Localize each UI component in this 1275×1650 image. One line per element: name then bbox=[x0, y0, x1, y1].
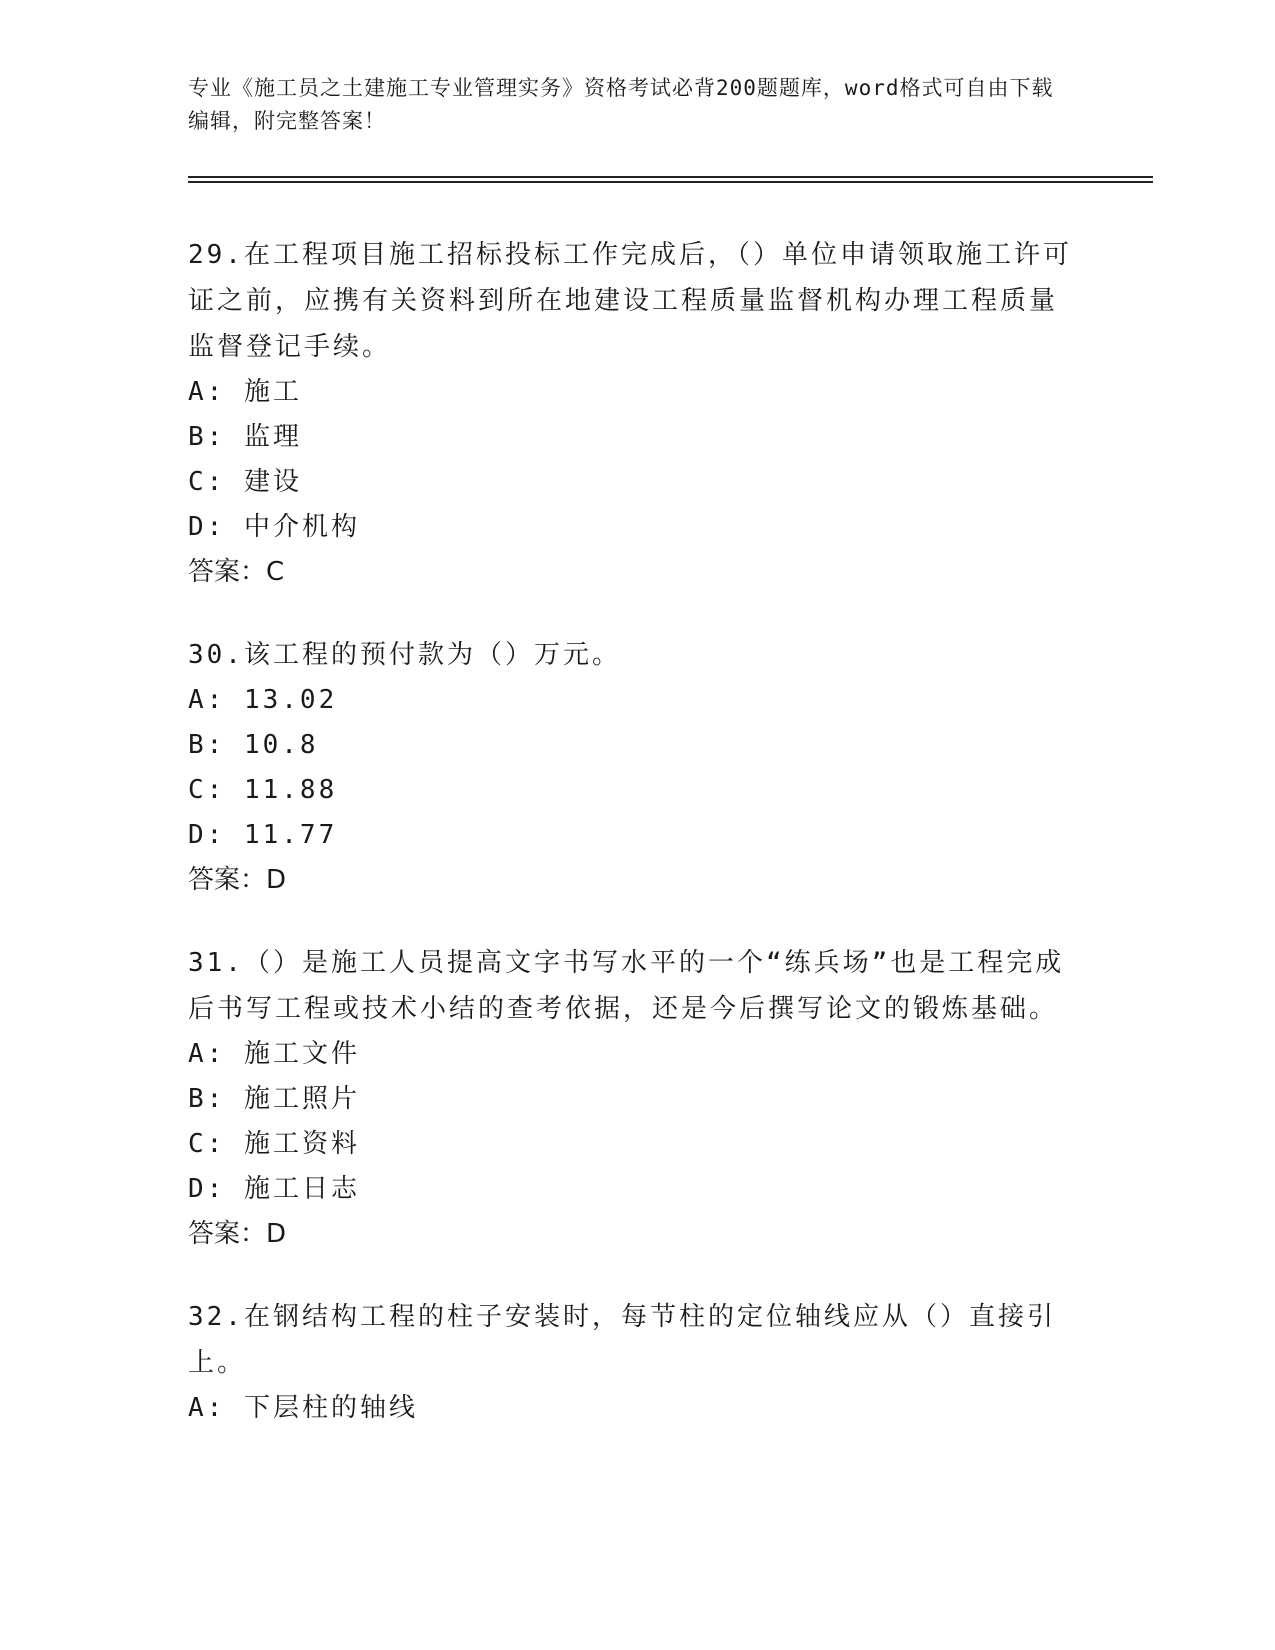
option-b: B: 监理 bbox=[188, 422, 302, 452]
option-c: C: 建设 bbox=[188, 467, 302, 497]
question-stem: 30.该工程的预付款为（）万元。 bbox=[188, 640, 621, 670]
header-divider-bottom bbox=[188, 181, 1153, 183]
question-29 bbox=[188, 232, 1078, 595]
option-a: A: 施工 bbox=[188, 377, 302, 407]
option-b: B: 施工照片 bbox=[188, 1084, 360, 1114]
question-stem: 31.（）是施工人员提高文字书写水平的一个“练兵场”也是工程完成后书写工程或技术小结的查考依据，还是今后撰写论文的锻炼基础。 bbox=[188, 948, 1065, 1024]
document-header: 专业《施工员之土建施工专业管理实务》资格考试必背200题题库，word格式可自由下载编辑，附完整答案！ bbox=[188, 76, 1054, 133]
answer-line: 答案：C bbox=[188, 557, 285, 587]
answer-line: 答案：D bbox=[188, 865, 287, 895]
option-a: A: 施工文件 bbox=[188, 1039, 360, 1069]
question-stem: 32.在钢结构工程的柱子安装时，每节柱的定位轴线应从（）直接引上。 bbox=[188, 1302, 1056, 1378]
question-30 bbox=[188, 632, 1078, 903]
question-32 bbox=[188, 1294, 1078, 1431]
option-b: B: 10.8 bbox=[188, 730, 319, 760]
option-c: C: 11.88 bbox=[188, 775, 338, 805]
question-stem: 29.在工程项目施工招标投标工作完成后，（）单位申请领取施工许可证之前，应携有关资料到所在地建设工程质量监督机构办理工程质量监督登记手续。 bbox=[188, 240, 1072, 362]
option-c: C: 施工资料 bbox=[188, 1129, 360, 1159]
option-a: A: 13.02 bbox=[188, 685, 338, 715]
option-d: D: 11.77 bbox=[188, 820, 338, 850]
option-d: D: 施工日志 bbox=[188, 1174, 360, 1204]
option-d: D: 中介机构 bbox=[188, 512, 360, 542]
question-31 bbox=[188, 940, 1078, 1257]
question-list bbox=[188, 232, 1078, 1468]
answer-line: 答案：D bbox=[188, 1219, 287, 1249]
option-a: A: 下层柱的轴线 bbox=[188, 1393, 418, 1423]
header-divider-top bbox=[188, 176, 1153, 178]
